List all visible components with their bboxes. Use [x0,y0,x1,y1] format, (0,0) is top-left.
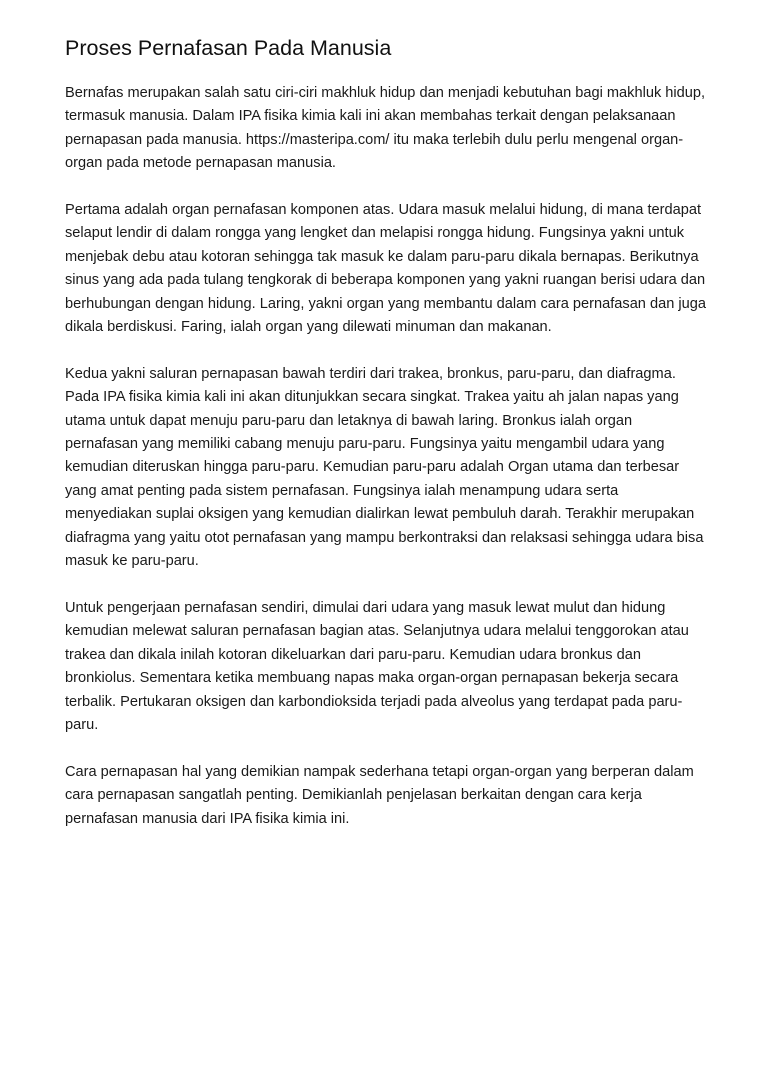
page-title: Proses Pernafasan Pada Manusia [65,36,392,60]
paragraph-conclusion: Cara pernapasan hal yang demikian nampak sederhana tetapi organ-organ yang berperan dalam cara pernapasan sangatlah penting. Demikianlah penjelasan berkaitan dengan cara kerja pernafasan manusia dari IPA fisika kimia ini. [65,763,694,827]
paragraph-lower-respiratory: Kedua yakni saluran pernapasan bawah terdiri dari trakea, bronkus, paru-paru, dan diafragma. Pada IPA fisika kimia kali ini akan ditunjukkan secara singkat. Trakea yaitu ah jalan napas yang utama untuk dapat menuju paru-paru dan letaknya di bawah laring. Bronkus ialah organ pernafasan yang memiliki cabang menuju paru-paru. Fungsinya yaitu mengambil udara yang kemudian diteruskan hingga paru-paru. Kemudian paru-paru adalah Organ utama dan terbesar yang amat penting pada sistem pernafasan. Fungsinya ialah menampung udara serta menyediakan suplai oksigen yang kemudian dialirkan lewat pembuluh darah. Terakhir merupakan diafragma yang yaitu otot pernafasan yang mampu berkontraksi dan relaksasi sehingga udara bisa masuk ke paru-paru. [65,365,704,570]
paragraph-breathing-process: Untuk pengerjaan pernafasan sendiri, dimulai dari udara yang masuk lewat mulut dan hidung kemudian melewat saluran pernafasan bagian atas. Selanjutnya udara melalui tenggorokan atau trakea dan dikala inilah kotoran dikeluarkan dari paru-paru. Kemudian udara bronkus dan bronkiolus. Sementara ketika membuang napas maka organ-organ pernapasan bekerja secara terbalik. Pertukaran oksigen dan karbondioksida terjadi pada alveolus yang terdapat pada paru-paru. [65,599,689,733]
paragraph-intro: Bernafas merupakan salah satu ciri-ciri makhluk hidup dan menjadi kebutuhan bagi makhluk hidup, termasuk manusia. Dalam IPA fisika kimia kali ini akan membahas terkait dengan pelaksanaan pernapasan pada manusia. https://masteripa.com/ itu maka terlebih dulu perlu mengenal organ-organ pada metode pernapasan manusia. [65,85,706,172]
paragraph-upper-respiratory: Pertama adalah organ pernafasan komponen atas. Udara masuk melalui hidung, di mana terdapat selaput lendir di dalam rongga yang lengket dan melapisi rongga hidung. Fungsinya yakni untuk menjebak debu atau kotoran sehingga tak masuk ke dalam paru-paru dikala bernapas. Berikutnya sinus yang ada pada tulang tengkorak di beberapa komponen yang yakni ruangan berisi udara dan berhubungan dengan hidung. Laring, yakni organ yang membantu dalam cara pernafasan dan juga dikala berdiskusi. Faring, ialah organ yang dilewati minuman dan makanan. [65,202,706,336]
